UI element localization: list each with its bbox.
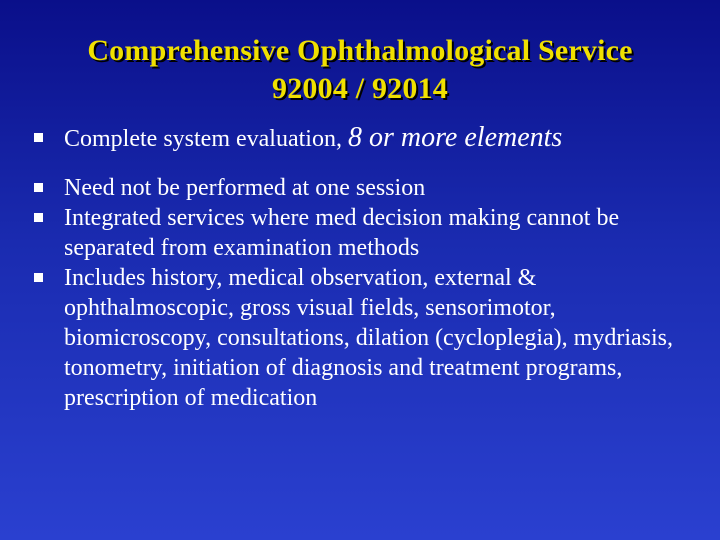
bullet-list — [34, 120, 704, 413]
bullet-item — [34, 263, 704, 413]
bullet-text: Includes history, medical observation, external & ophthalmoscopic, gross visual fields, sensorimotor, biomicroscopy, consultations, dilation (cycloplegia), mydriasis, tonometry, initiation of diagnosis and treatment programs, prescription of medication — [64, 265, 673, 411]
slide-title-line-2: 92004 / 92014 — [272, 72, 448, 105]
square-bullet-icon — [34, 133, 43, 142]
square-bullet-icon — [34, 213, 43, 222]
bullet-text: Complete system evaluation, — [64, 126, 348, 152]
bullet-item — [34, 173, 704, 203]
bullet-item — [34, 120, 704, 157]
bullet-emphasis-text: 8 or more elements — [347, 122, 563, 153]
bullet-item — [34, 203, 704, 263]
bullet-text: Integrated services where med decision making cannot be separated from examination methods — [64, 205, 620, 261]
slide-title — [0, 32, 720, 108]
square-bullet-icon — [34, 183, 43, 192]
square-bullet-icon — [34, 273, 43, 282]
slide-title-line-1: Comprehensive Ophthalmological Service — [87, 34, 633, 67]
bullet-text: Need not be performed at one session — [64, 175, 426, 201]
